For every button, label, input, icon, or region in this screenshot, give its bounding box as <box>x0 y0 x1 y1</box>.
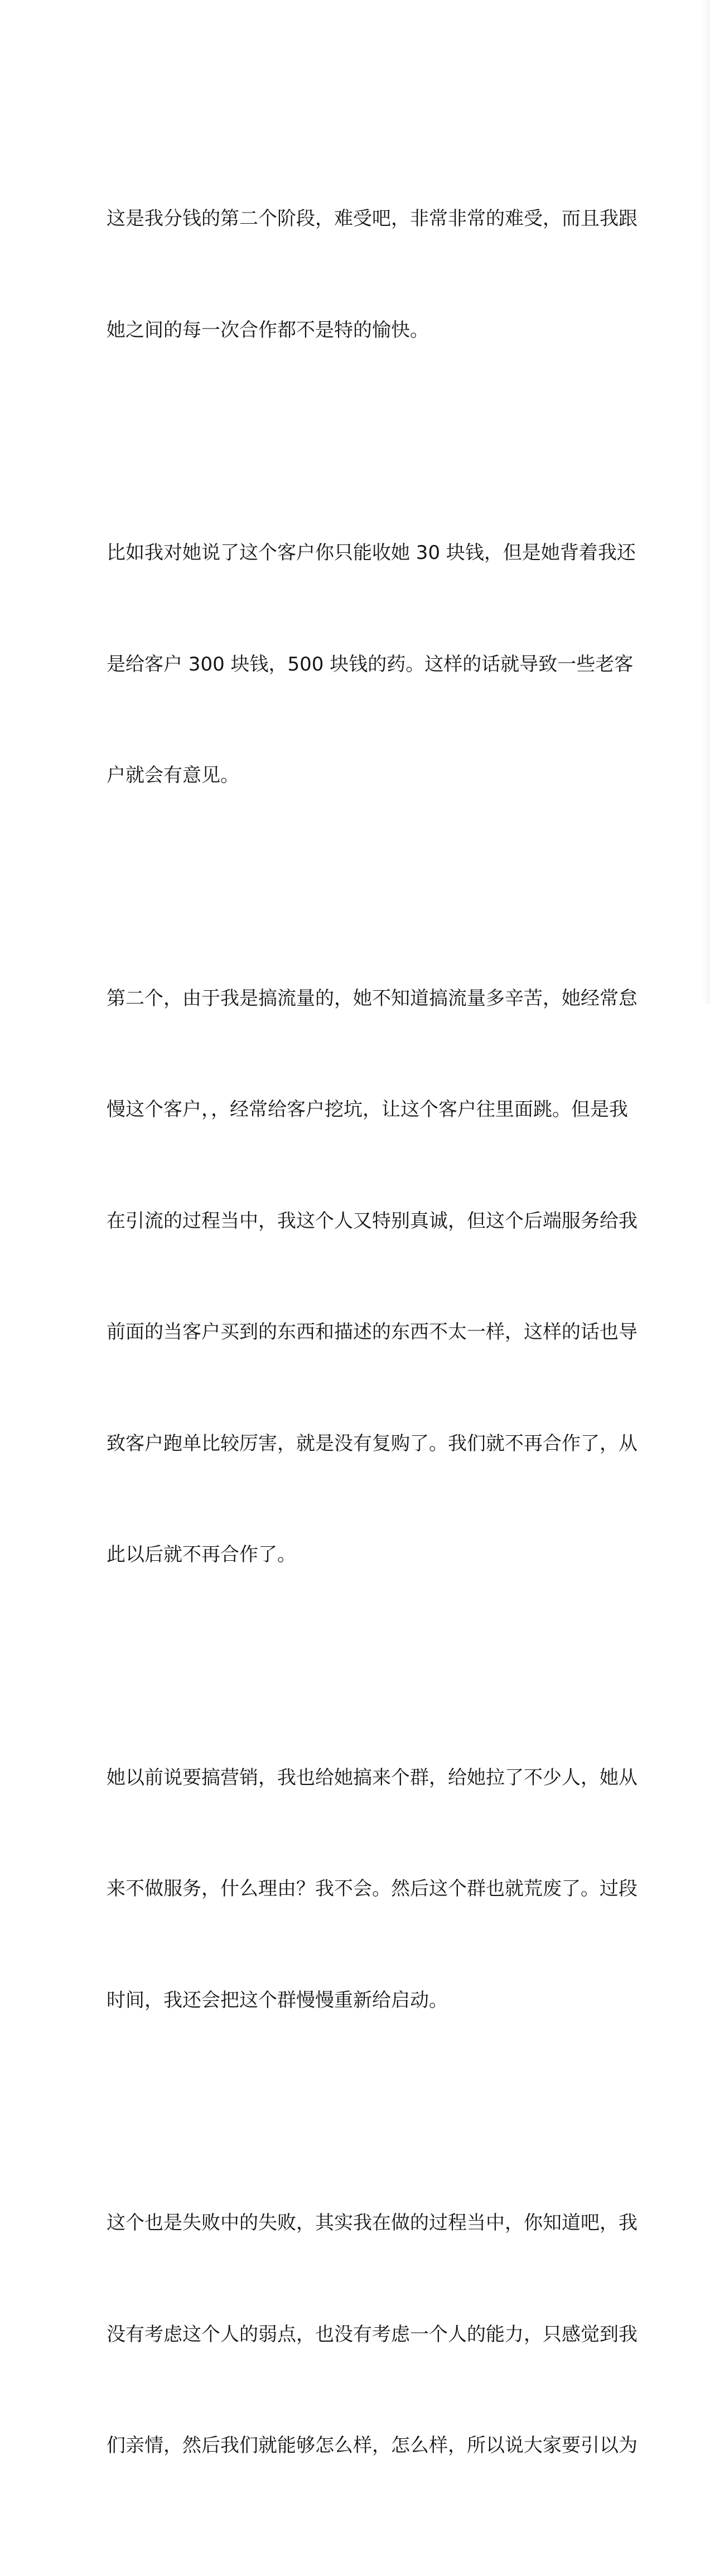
text-line: 来不做服务，什么理由？我不会。然后这个群也就荒废了。过段 <box>107 1878 637 1900</box>
text-line: 她以前说要搞营销，我也给她搞来个群，给她拉了不少人，她从 <box>107 1766 637 1789</box>
text-line: 此以后就不再合作了。 <box>107 1543 296 1566</box>
paragraph-3 <box>107 906 637 1648</box>
text-line: 比如我对她说了这个客户你只能收她 30 块钱，但是她背着我还 <box>107 542 636 564</box>
paragraph-5 <box>107 2130 637 2539</box>
paragraph-4 <box>107 1685 637 2093</box>
text-line: 第二个，由于我是搞流量的，她不知道搞流量多辛苦，她经常怠 <box>107 987 637 1010</box>
page-edge-shadow <box>702 0 710 1004</box>
text-line: 没有考虑这个人的弱点，也没有考虑一个人的能力，只感觉到我 <box>107 2323 637 2346</box>
text-line: 前面的当客户买到的东西和描述的东西不太一样，这样的话也导 <box>107 1321 637 1343</box>
text-line: 致客户跑单比较厉害，就是没有复购了。我们就不再合作了，从 <box>107 1432 637 1455</box>
text-line: 慢这个客户，，经常给客户挖坑，让这个客户往里面跳。但是我 <box>107 1098 628 1121</box>
paragraph-1 <box>107 126 637 423</box>
text-line: 这是我分钱的第二个阶段，难受吧，非常非常的难受，而且我跟 <box>107 208 637 230</box>
text-line: 户就会有意见。 <box>107 764 239 787</box>
document-body <box>107 126 637 2576</box>
text-line: 她之间的每一次合作都不是特的愉快。 <box>107 319 429 341</box>
text-line: 时间，我还会把这个群慢慢重新给启动。 <box>107 1989 448 2011</box>
text-line: 是给客户 300 块钱，500 块钱的药。这样的话就导致一些老客 <box>107 653 634 676</box>
text-line: 在引流的过程当中，我这个人又特别真诚，但这个后端服务给我 <box>107 1209 637 1232</box>
text-line: 这个也是失败中的失败，其实我在做的过程当中，你知道吧，我 <box>107 2212 637 2234</box>
text-line: 们亲情，然后我们就能够怎么样，怎么样，所以说大家要引以为 <box>107 2434 637 2457</box>
paragraph-2 <box>107 460 636 869</box>
